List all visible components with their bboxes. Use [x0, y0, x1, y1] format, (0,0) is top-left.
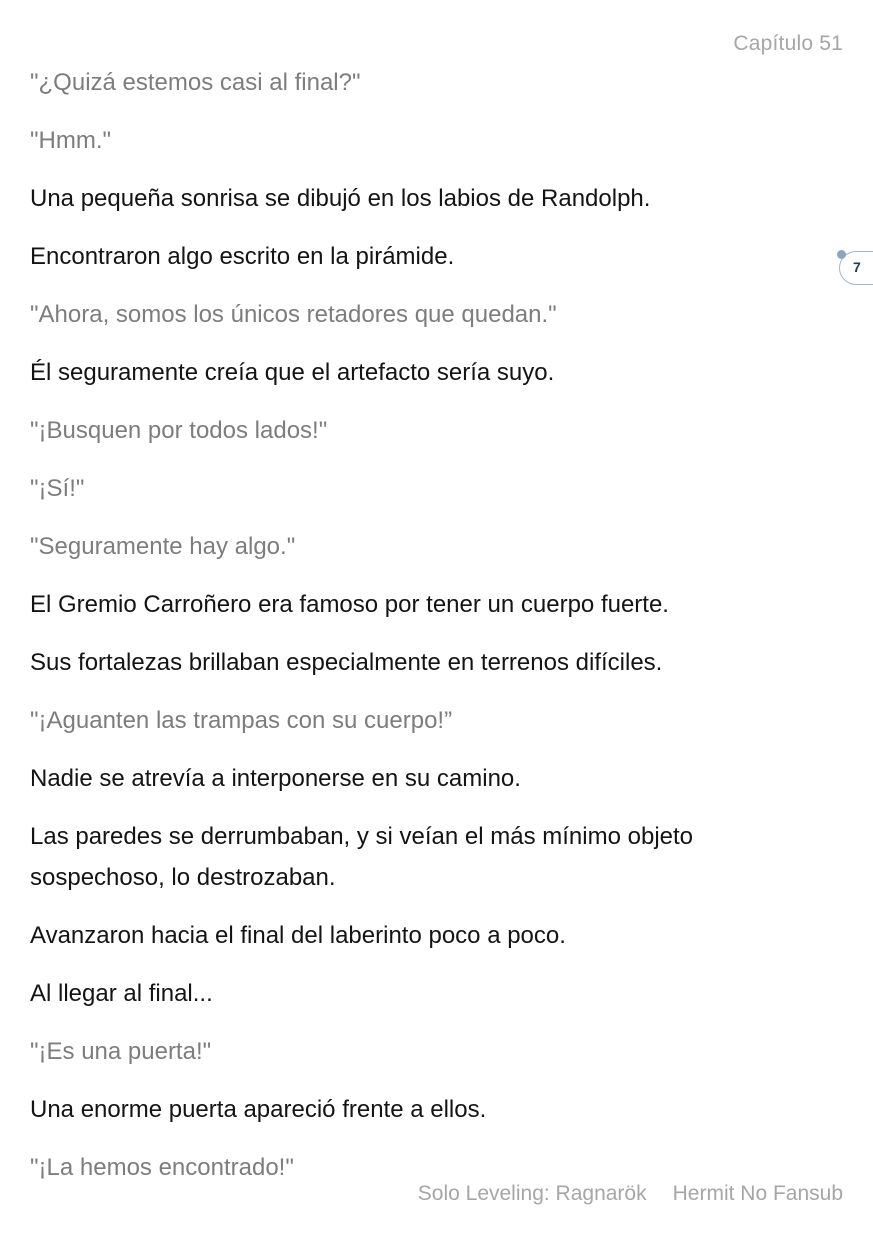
paragraph: "Hmm." [30, 127, 112, 154]
paragraph: "¡La hemos encontrado!" [30, 1154, 294, 1181]
page-footer [418, 1182, 843, 1206]
chapter-text [30, 62, 830, 1205]
paragraph: "Ahora, somos los únicos retadores que quedan." [30, 301, 557, 328]
paragraph: Avanzaron hacia el final del laberinto poco a poco. [30, 922, 566, 949]
paragraph: "¡Aguanten las trampas con su cuerpo!” [30, 707, 453, 734]
paragraph: Una enorme puerta apareció frente a ellos. [30, 1096, 487, 1123]
comment-marker-icon [837, 250, 846, 259]
paragraph: "¡Sí!" [30, 475, 85, 502]
paragraph: "¿Quizá estemos casi al final?" [30, 69, 361, 96]
paragraph: "¡Es una puerta!" [30, 1038, 212, 1065]
paragraph: Encontraron algo escrito en la pirámide. [30, 243, 455, 270]
series-title: Solo Leveling: Ragnarök [417, 1182, 647, 1205]
group-name: Hermit No Fansub [672, 1182, 843, 1205]
paragraph: Él seguramente creía que el artefacto sería suyo. [30, 359, 555, 386]
chapter-title: Capítulo 51 [733, 32, 843, 55]
paragraph: Nadie se atrevía a interponerse en su camino. [30, 765, 521, 792]
paragraph: Sus fortalezas brillaban especialmente en terrenos difíciles. [30, 649, 663, 676]
paragraph: El Gremio Carroñero era famoso por tener un cuerpo fuerte. [30, 591, 669, 618]
comment-count-badge[interactable] [839, 251, 873, 285]
paragraph: Las paredes se derrumbaban, y si veían el más mínimo objeto sospechoso, lo destrozaban. [30, 823, 694, 891]
paragraph: "Seguramente hay algo." [30, 533, 296, 560]
paragraph: Al llegar al final... [30, 980, 213, 1007]
comment-count: 7 [853, 259, 861, 275]
paragraph: Una pequeña sonrisa se dibujó en los labios de Randolph. [30, 185, 651, 212]
paragraph: "¡Busquen por todos lados!" [30, 417, 328, 444]
